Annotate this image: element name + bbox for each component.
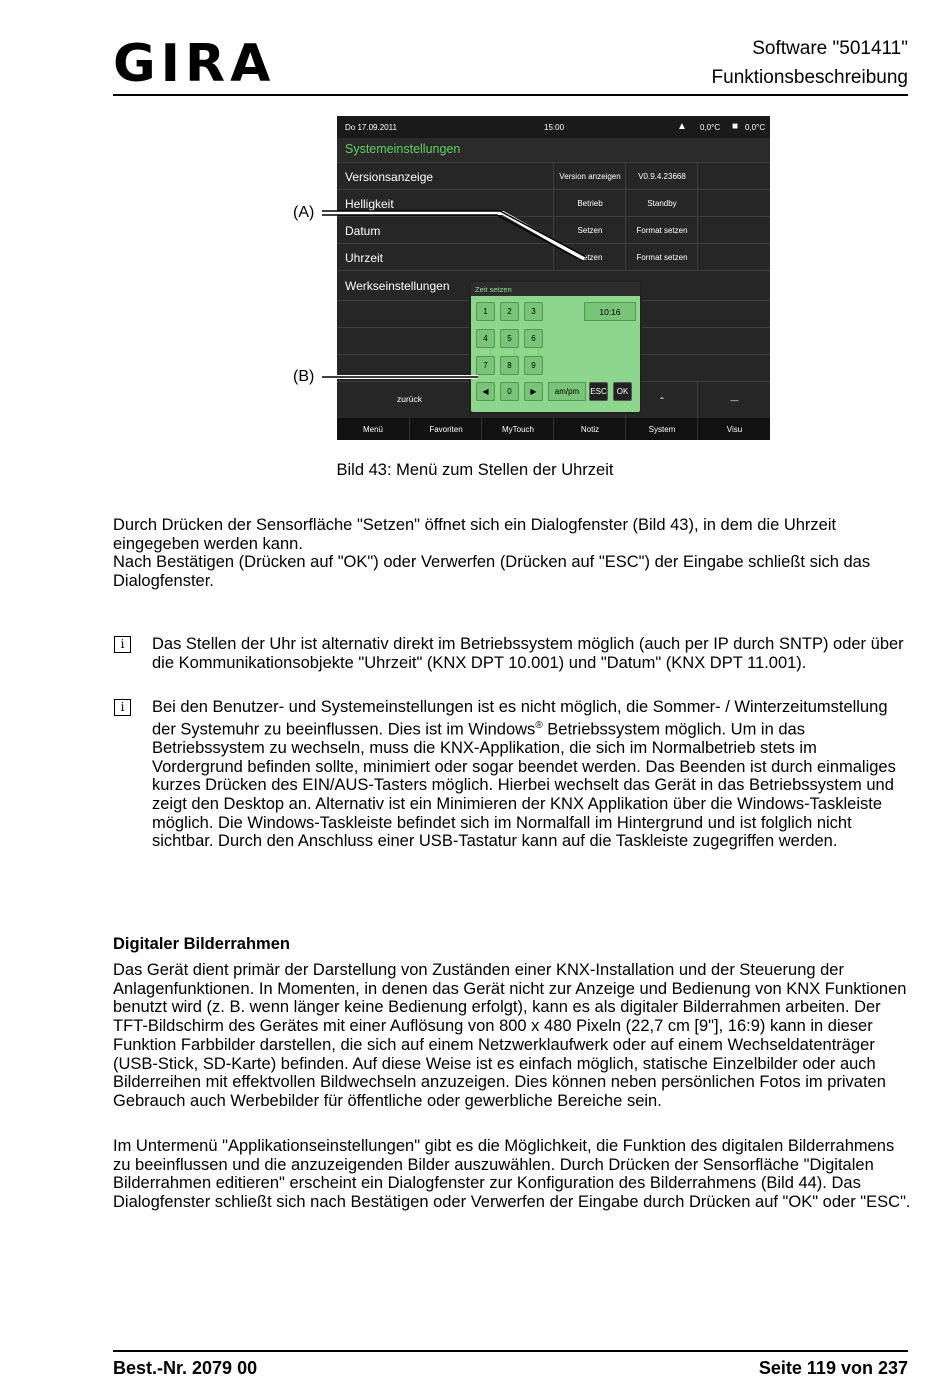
paragraph: Durch Drücken der Sensorfläche "Setzen" öffnet sich ein Dialogfenster (Bild 43), in dem die Uhrzeit eingegeben werden kann. — [113, 516, 837, 553]
note-text: Betriebssystem möglich. Um in das Betriebssystem zu wechseln, muss die KNX-Applikation, die sich im Normalbetrieb stets im Vordergrund befinden sollte, minimiert oder sogar beendet werden. Das Beenden ist durch einmaliges kurzes Drücken des EIN/AUS-Tasters möglich. Hierbei wechselt das Gerät in das Betriebssystem und zeigt den Desktop an. Alternativ ist ein Minimieren der KNX Applikation über die Windows-Taskleiste möglich. Die Windows-Taskleiste befindet sich im Normalfall im Hintergrund und ist folglich nicht sichtbar. Durch den Anschluss einer USB-Tastatur kann auf die Taskleiste zugegriffen werden. — [152, 720, 896, 851]
key-9[interactable]: 9 — [524, 356, 543, 375]
gira-logo: GIRA — [113, 34, 276, 94]
row-label: Helligkeit — [345, 197, 394, 211]
key-7[interactable]: 7 — [476, 356, 495, 375]
software-label: Software "501411" — [752, 38, 908, 59]
registered-mark: ® — [535, 719, 543, 731]
row-label: Versionsanzeige — [345, 170, 434, 184]
scroll-down-icon[interactable]: — — [697, 382, 770, 419]
callout-a: (A) — [293, 204, 315, 221]
esc-button[interactable]: ESC — [589, 382, 608, 401]
key-1[interactable]: 1 — [476, 302, 495, 321]
key-5[interactable]: 5 — [500, 329, 519, 348]
arrow-left-icon[interactable]: ◀ — [476, 382, 495, 401]
callout-lines — [0, 0, 950, 480]
info-icon: i — [114, 636, 131, 653]
key-0[interactable]: 0 — [500, 382, 519, 401]
key-6[interactable]: 6 — [524, 329, 543, 348]
row-label: Uhrzeit — [345, 251, 384, 265]
note-text: Bei den Benutzer- und Systemeinstellungen ist es nicht möglich, die Sommer- / Winterzeitumstellung der Systemuhr zu beeinflussen. Dies ist im Windows — [152, 698, 888, 739]
time-input[interactable]: 10:16 — [584, 302, 636, 321]
nav-note[interactable]: Notiz — [553, 418, 626, 440]
show-version-button[interactable]: Version anzeigen — [553, 163, 626, 190]
row-label: Datum — [345, 224, 381, 238]
ok-button[interactable]: OK — [613, 382, 632, 401]
figure-caption: Bild 43: Menü zum Stellen der Uhrzeit — [336, 461, 614, 479]
nav-system[interactable]: System — [625, 418, 698, 440]
ampm-button[interactable]: am/pm — [548, 382, 586, 401]
info-icon: i — [114, 699, 131, 716]
order-number: Best.-Nr. 2079 00 — [113, 1358, 258, 1378]
key-8[interactable]: 8 — [500, 356, 519, 375]
info-note: Das Stellen der Uhr ist alternativ direkt im Betriebssystem möglich (auch per IP durch SNTP) oder über die Kommunikationsobjekte "Uhrzeit" (KNX DPT 10.001) und "Datum" (KNX DPT 11.001). — [152, 635, 904, 672]
outdoor-temp: 0,0°C — [700, 123, 721, 132]
scroll-up-icon[interactable]: ⌃ — [625, 382, 698, 419]
paragraph: Im Untermenü "Applikationseinstellungen" gibt es die Möglichkeit, die Funktion des digitalen Bilderrahmens zu beeinflussen und die anzuzeigenden Bilder auszuwählen. Durch Drücken der Sensorfläche "Digitalen Bilderrahmen editieren" erscheint ein Dialogfenster zur Konfiguration des Bilderrahmens (Bild 44). Das Dialogfenster schließt sich nach Bestätigen oder Verwerfen der Eingabe durch Drücken auf "OK" oder "ESC". — [113, 1137, 911, 1212]
key-3[interactable]: 3 — [524, 302, 543, 321]
nav-menu[interactable]: Menü — [362, 424, 383, 434]
callout-b: (B) — [293, 368, 315, 385]
dialog-title: Zeit setzen — [475, 285, 512, 294]
row-label[interactable]: Werkseinstellungen — [345, 279, 450, 293]
indoor-temp: 0,0°C — [745, 123, 766, 132]
paragraph: Das Gerät dient primär der Darstellung von Zuständen einer KNX-Installation und der Steuerung der Anlagenfunktionen. In Momenten, in denen das Gerät nicht zur Anzeige und Bedienung von KNX Funktionen benutzt wird (z. B. wenn länger keine Bedienung erfolgt), kann es als digitaler Bilderrahmen arbeiten. Der TFT-Bildschirm des Gerätes mit einer Auflösung von 800 x 480 Pixeln (22,7 cm [9"], 16:9) kann in dieser Funktion Farbbilder darstellen, die sich auf einem Netzwerklaufwerk oder auf einem Wechseldatenträger (USB-Stick, SD-Karte) befinden. Auf diese Weise ist es einfach möglich, statische Einzelbilder oder auch Bilderreihen mit effektvollen Bildwechseln anzuzeigen. Dies können neben persönlichen Fotos im privaten Gebrauch auch Werbebilder für öffentliche oder gewerbliche Bereiche sein. — [113, 961, 907, 1110]
paragraph: Nach Bestätigen (Drücken auf "OK") oder Verwerfen (Drücken auf "ESC") der Eingabe schließt sich das Dialogfenster. — [113, 553, 871, 590]
status-time: 15:00 — [544, 123, 565, 132]
nav-favorites[interactable]: Favoriten — [409, 418, 482, 440]
status-date: Do 17.09.2011 — [345, 123, 397, 132]
nav-visu[interactable]: Visu — [697, 418, 770, 440]
back-button[interactable]: zurück — [397, 394, 423, 404]
outdoor-temp-icon: ▲ — [677, 121, 687, 132]
page-number: Seite 119 von 237 — [758, 1358, 908, 1378]
footer-rule — [113, 1350, 908, 1352]
key-2[interactable]: 2 — [500, 302, 519, 321]
settings-title: Systemeinstellungen — [345, 142, 461, 156]
set-time-button[interactable]: Setzen — [553, 244, 626, 271]
document-type: Funktionsbeschreibung — [711, 67, 908, 88]
time-format-button[interactable]: Format setzen — [625, 244, 698, 271]
section-heading: Digitaler Bilderrahmen — [113, 935, 290, 953]
operation-button[interactable]: Betrieb — [553, 190, 626, 217]
key-4[interactable]: 4 — [476, 329, 495, 348]
set-date-button[interactable]: Setzen — [553, 217, 626, 244]
nav-mytouch[interactable]: MyTouch — [481, 418, 554, 440]
arrow-right-icon[interactable]: ▶ — [524, 382, 543, 401]
standby-button[interactable]: Standby — [625, 190, 698, 217]
date-format-button[interactable]: Format setzen — [625, 217, 698, 244]
info-note — [152, 698, 912, 851]
version-value: V0.9.4.23668 — [625, 163, 698, 190]
indoor-temp-icon: ■ — [732, 121, 739, 132]
